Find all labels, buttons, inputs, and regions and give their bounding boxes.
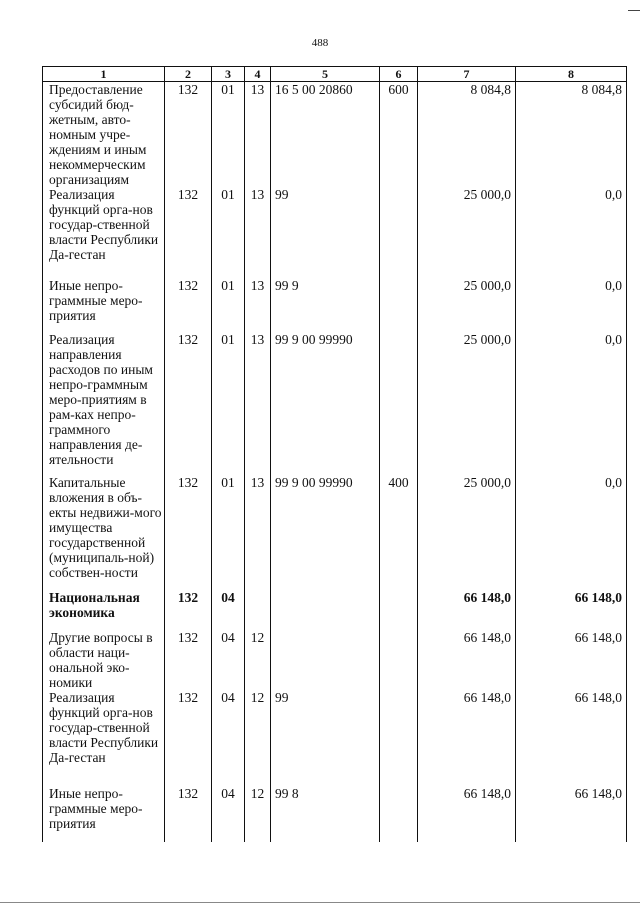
row-code-3: 04 [212, 630, 245, 690]
row-code-3: 01 [212, 332, 245, 475]
row-expense-type: 600 [380, 82, 418, 188]
row-expense-type: 400 [380, 475, 418, 590]
header-col-6: 6 [380, 67, 418, 82]
row-code-2: 132 [165, 690, 212, 786]
row-target-article: 99 9 [271, 278, 380, 332]
row-target-article: 99 9 00 99990 [271, 475, 380, 590]
row-code-2: 132 [165, 278, 212, 332]
row-amount-7: 8 084,8 [418, 82, 516, 188]
row-target-article: 99 8 [271, 786, 380, 842]
row-code-4 [245, 590, 271, 630]
row-name: Реализация функций орга-нов государ-ственной власти Республики Да-гестан [43, 690, 165, 786]
row-code-2: 132 [165, 590, 212, 630]
row-name: Капитальные вложения в объ-екты недвижи-мого имущества государственной (муниципаль-ной) собствен-ности [43, 475, 165, 590]
row-expense-type [380, 690, 418, 786]
row-code-2: 132 [165, 786, 212, 842]
row-name: Реализация функций орга-нов государ-ственной власти Республики Да-гестан [43, 187, 165, 278]
row-code-3: 04 [212, 690, 245, 786]
header-col-3: 3 [212, 67, 245, 82]
header-col-2: 2 [165, 67, 212, 82]
header-col-5: 5 [271, 67, 380, 82]
row-name: Национальная экономика [43, 590, 165, 630]
corner-mark [628, 10, 640, 11]
row-amount-8: 66 148,0 [516, 590, 627, 630]
row-target-article [271, 590, 380, 630]
row-amount-7: 66 148,0 [418, 786, 516, 842]
table-row [43, 332, 627, 475]
row-name: Иные непро-граммные меро-приятия [43, 786, 165, 842]
row-name: Предоставление субсидий бюд-жетным, авто-номным учре-ждениям и иным некоммерческим организациям [43, 82, 165, 188]
row-name: Другие вопросы в области наци-ональной эко-номики [43, 630, 165, 690]
row-code-4: 13 [245, 187, 271, 278]
header-col-1: 1 [43, 67, 165, 82]
row-expense-type [380, 786, 418, 842]
row-code-2: 132 [165, 630, 212, 690]
row-code-3: 01 [212, 187, 245, 278]
table-row [43, 82, 627, 188]
header-row [43, 67, 627, 82]
row-code-3: 04 [212, 786, 245, 842]
row-amount-8: 66 148,0 [516, 690, 627, 786]
row-target-article: 16 5 00 20860 [271, 82, 380, 188]
row-amount-8: 66 148,0 [516, 786, 627, 842]
row-code-2: 132 [165, 82, 212, 188]
table-row [43, 630, 627, 690]
row-target-article: 99 9 00 99990 [271, 332, 380, 475]
row-target-article: 99 [271, 187, 380, 278]
row-amount-7: 25 000,0 [418, 332, 516, 475]
row-code-2: 132 [165, 187, 212, 278]
row-code-4: 13 [245, 82, 271, 188]
row-amount-8: 0,0 [516, 187, 627, 278]
table-row [43, 278, 627, 332]
row-target-article: 99 [271, 690, 380, 786]
header-col-7: 7 [418, 67, 516, 82]
row-code-4: 13 [245, 278, 271, 332]
page-number: 488 [311, 37, 329, 49]
row-amount-7: 25 000,0 [418, 278, 516, 332]
row-code-3: 01 [212, 278, 245, 332]
row-code-2: 132 [165, 475, 212, 590]
row-code-4: 12 [245, 786, 271, 842]
table-row-section [43, 590, 627, 630]
table-row [43, 786, 627, 842]
row-target-article [271, 630, 380, 690]
row-code-4: 12 [245, 630, 271, 690]
budget-table [42, 66, 627, 842]
page-bottom-rule [0, 902, 640, 903]
row-code-3: 01 [212, 82, 245, 188]
header-col-4: 4 [245, 67, 271, 82]
row-expense-type [380, 590, 418, 630]
table-row [43, 475, 627, 590]
row-amount-7: 25 000,0 [418, 187, 516, 278]
row-code-3: 04 [212, 590, 245, 630]
row-code-4: 13 [245, 475, 271, 590]
row-expense-type [380, 332, 418, 475]
row-amount-7: 66 148,0 [418, 690, 516, 786]
row-amount-8: 0,0 [516, 278, 627, 332]
budget-table-container [42, 66, 626, 842]
row-expense-type [380, 630, 418, 690]
row-amount-7: 66 148,0 [418, 590, 516, 630]
row-amount-7: 25 000,0 [418, 475, 516, 590]
row-amount-8: 66 148,0 [516, 630, 627, 690]
row-code-4: 12 [245, 690, 271, 786]
row-amount-8: 0,0 [516, 332, 627, 475]
row-amount-8: 0,0 [516, 475, 627, 590]
row-amount-8: 8 084,8 [516, 82, 627, 188]
row-name: Реализация направления расходов по иным непро-граммным меро-приятиям в рам-ках непро-граммного направления де-ятельности [43, 332, 165, 475]
table-row [43, 187, 627, 278]
row-amount-7: 66 148,0 [418, 630, 516, 690]
row-expense-type [380, 187, 418, 278]
row-code-4: 13 [245, 332, 271, 475]
row-code-3: 01 [212, 475, 245, 590]
table-row [43, 690, 627, 786]
header-col-8: 8 [516, 67, 627, 82]
row-name: Иные непро-граммные меро-приятия [43, 278, 165, 332]
row-expense-type [380, 278, 418, 332]
row-code-2: 132 [165, 332, 212, 475]
